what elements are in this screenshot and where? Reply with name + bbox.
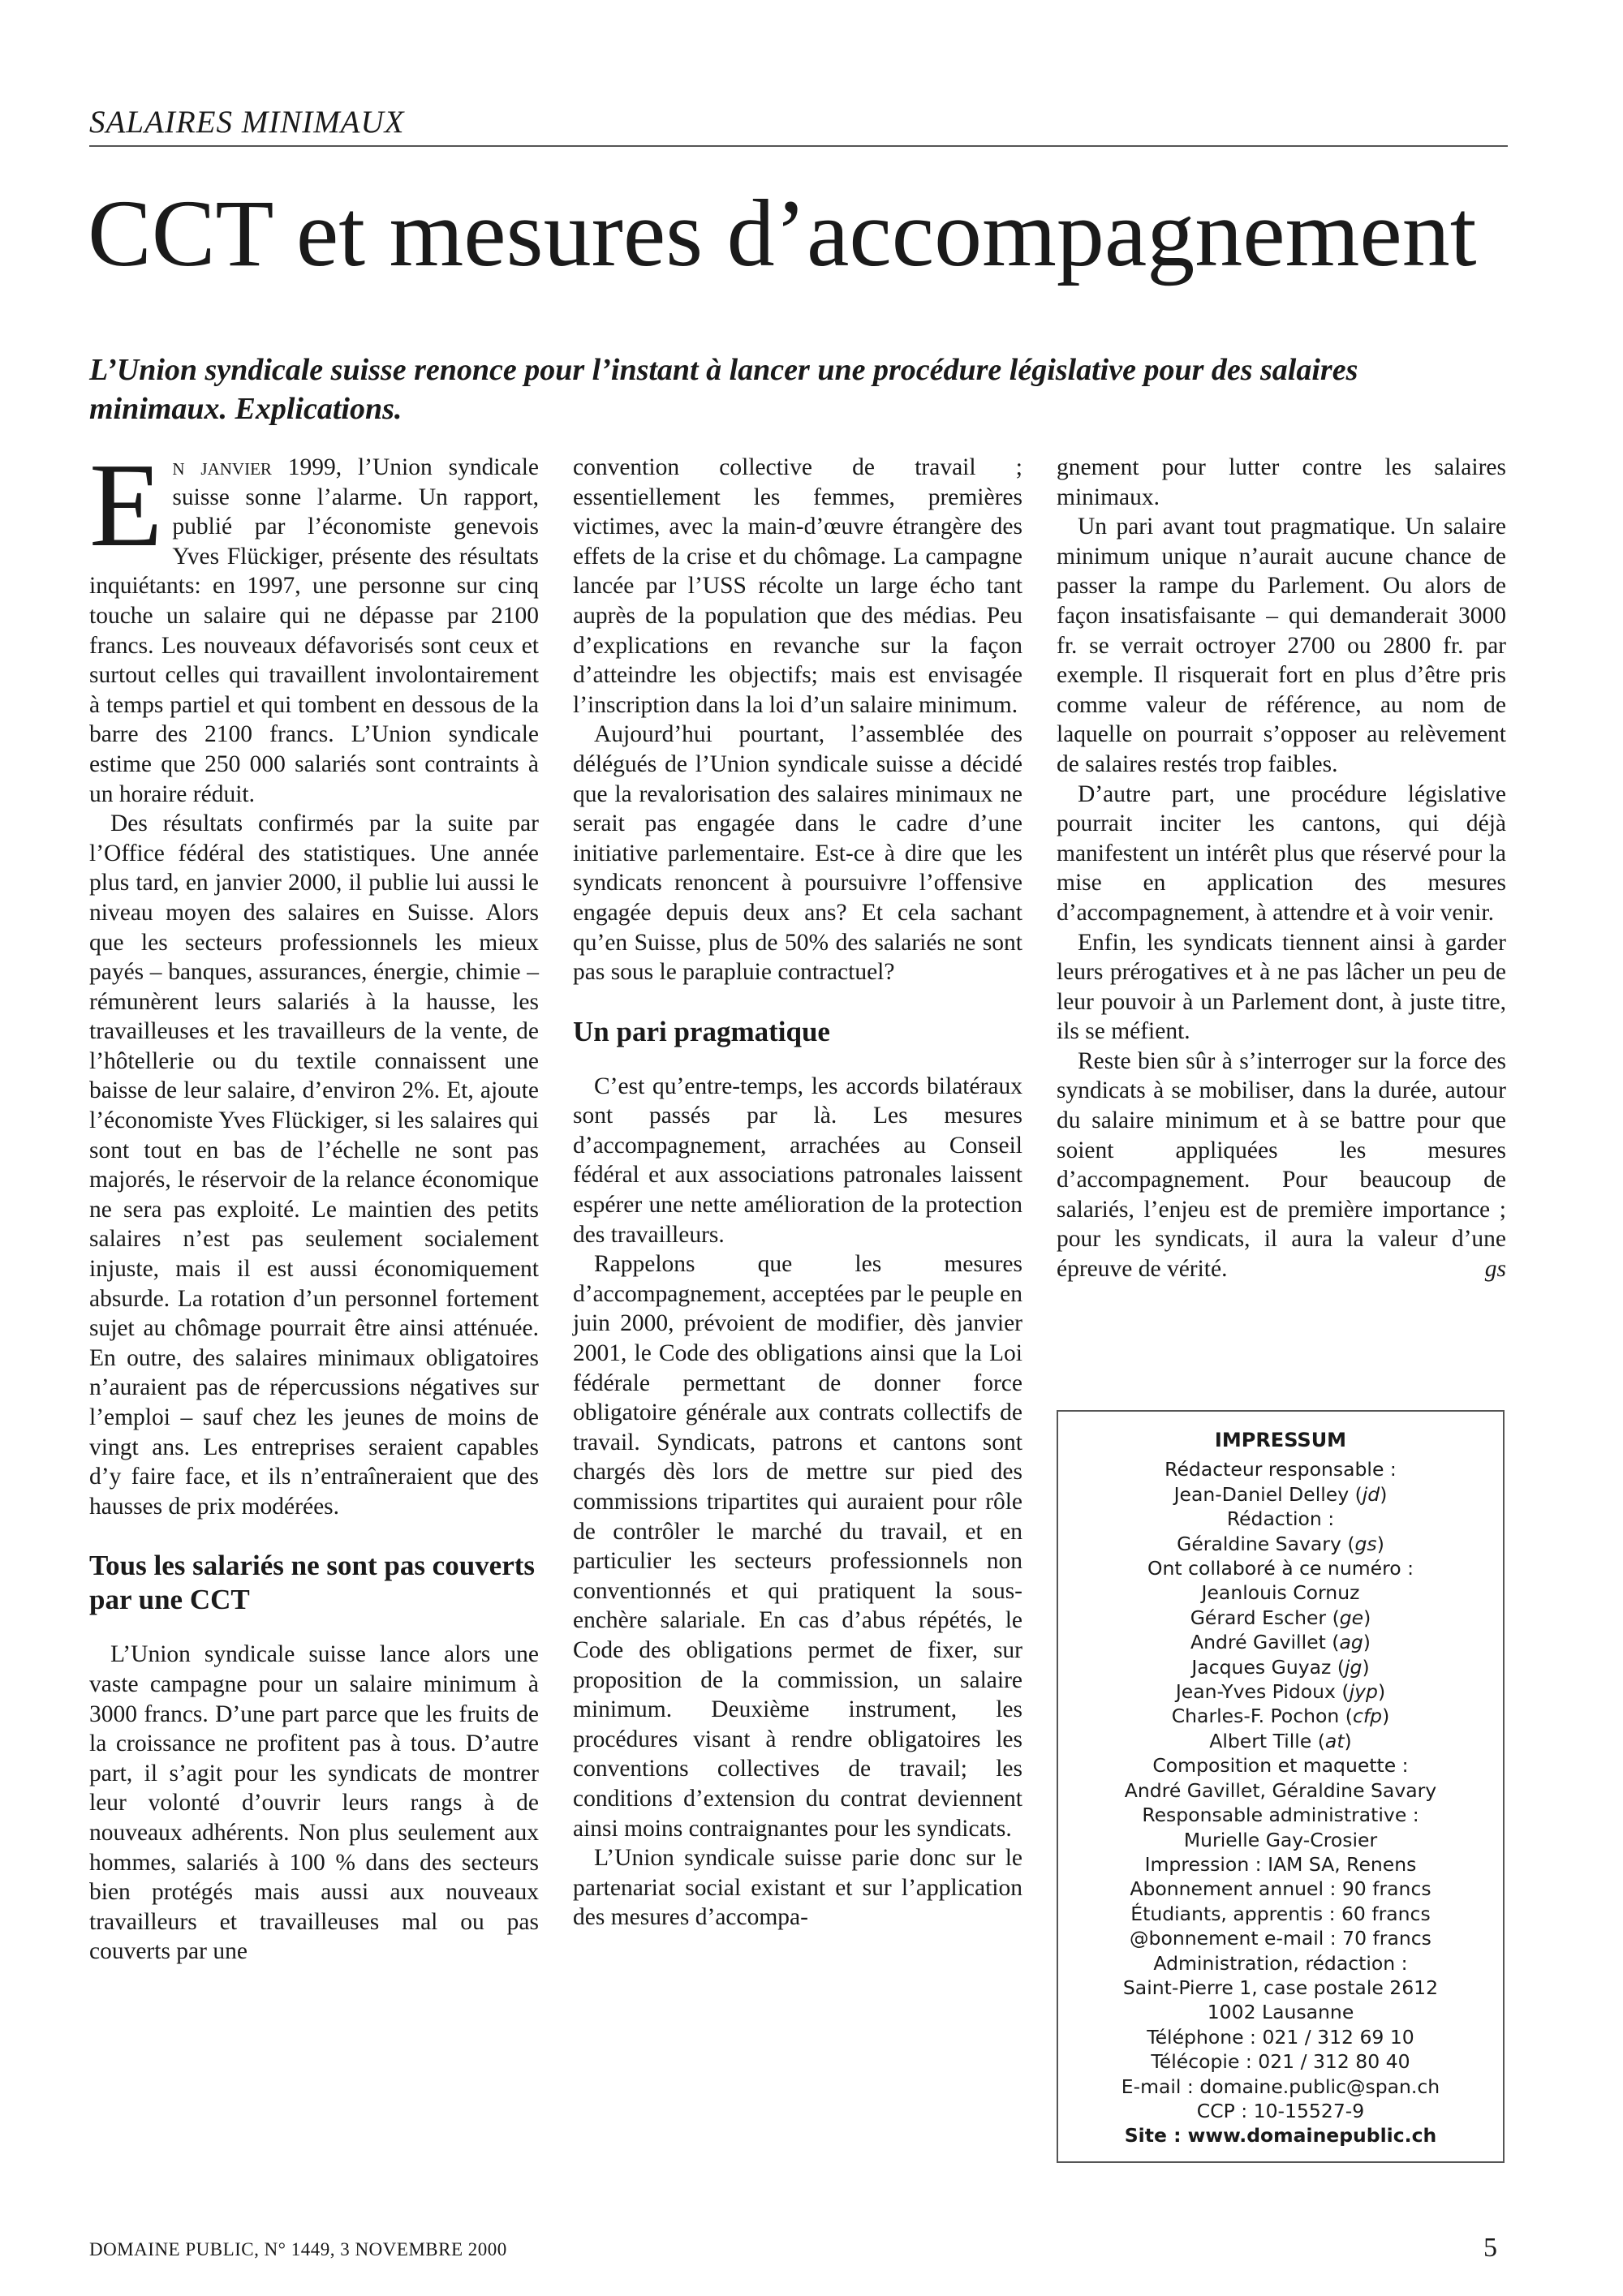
subheading: Tous les salariés ne sont pas couverts par une CCT: [89, 1550, 536, 1616]
impressum-line: Gérard Escher (ge): [1190, 1606, 1371, 1629]
impressum-line: Rédacteur responsable :: [1165, 1458, 1397, 1481]
impressum-line: André Gavillet (ag): [1190, 1631, 1371, 1654]
paragraph: [89, 439, 539, 809]
impressum-line: Site : www.domainepublic.ch: [1124, 2124, 1437, 2148]
impressum-line: Géraldine Savary (gs): [1177, 1532, 1384, 1555]
column-3: [1057, 453, 1506, 1284]
impressum-line: Saint-Pierre 1, case postale 2612: [1122, 1976, 1439, 1999]
impressum-lines: [1066, 1457, 1495, 2148]
paragraph: Des résultats confirmés par la suite par l’Office fédéral des statistiques. Une année plus tard, en janvier 2000, il publie lui aussi le niveau moyen des salaires en Suisse. Alors que les secteurs professionnels les mieux payés – banques, assurances, énergie, chimie – rémunèrent leurs salariés à la hausse, les travailleuses et les travailleurs de la vente, de l’hôtellerie ou du textile connaissent une baisse de leur salaire, d’environ 2%. Et, ajoute l’économiste Yves Flückiger, si les salaires qui sont tout en bas de l’échelle ne sont pas majorés, le réservoir de la relance économique ne sera pas exploité. Le maintien des petits salaires n’est pas seulement socialement injuste, mais il est aussi économiquement absurde. La rotation d’un personnel fortement sujet au chômage pourrait être ainsi atténuée. En outre, des salaires minimaux obligatoires n’auraient pas de répercussions négatives sur l’emploi – sauf chez les jeunes de moins de vingt ans. Les entreprises seraient capables d’y faire face, et ils n’entraîneraient que des hausses de prix modérées.: [89, 810, 539, 1520]
paragraph: convention collective de travail ; essentiellement les femmes, premières victimes, avec la main-d’œuvre étrangère des effets de la crise et du chômage. La campagne lancée par l’USS récolte un large écho tant auprès de la population que des médias. Peu d’explications en revanche sur la façon d’atteindre les objectifs; mais est envisagée l’inscription dans la loi d’un salaire minimum.: [573, 454, 1022, 718]
impressum-line: Étudiants, apprentis : 60 francs: [1130, 1902, 1431, 1925]
subheading: Un pari pragmatique: [573, 1015, 830, 1047]
impressum-line: Responsable administrative :: [1142, 1804, 1419, 1827]
paragraph-text: 1999, l’Union syndicale suisse sonne l’alarme. Un rapport, publié par l’économiste genevois Yves Flückiger, présente des résultats inquiétants: en 1997, une personne sur cinq touche un salaire qui ne dépasse par 2100 francs. Les nouveaux défavorisés sont ceux et surtout celles qui travaillent involontairement à temps partiel et qui tombent en dessous de la barre des 2100 francs. L’Union syndicale estime que 250 000 salariés sont contraints à un horaire réduit.: [89, 454, 539, 807]
article-lead: L’Union syndicale suisse renonce pour l’instant à lancer une procédure législative pour des salaires minimaux. Explications.: [89, 353, 1358, 426]
impressum-line: Composition et maquette :: [1152, 1754, 1409, 1778]
column-2: [573, 453, 1022, 1933]
drop-cap: E: [89, 439, 163, 572]
impressum-line: Albert Tille (at): [1209, 1729, 1352, 1752]
section-rubric: SALAIRES MINIMAUX: [89, 105, 405, 140]
author-signature: gs: [1484, 1256, 1506, 1283]
impressum-line: Téléphone : 021 / 312 69 10: [1147, 2025, 1414, 2049]
paragraph: Aujourd’hui pourtant, l’assemblée des délégués de l’Union syndicale suisse a décidé que la revalorisation des salaires minimaux ne serait pas engagée dans le cadre d’une initiative parlementaire. Est-ce à dire que les syndicats renoncent à poursuivre l’offensive engagée depuis deux ans? Et cela sachant qu’en Suisse, plus de 50% des salariés ne sont pas sous le parapluie contractuel?: [573, 721, 1022, 986]
paragraph: Enfin, les syndicats tiennent ainsi à garder leurs prérogatives et à ne pas lâcher un peu de leur pouvoir à un Parlement dont, à juste titre, ils se méfient.: [1057, 929, 1506, 1045]
paragraph-text: Reste bien sûr à s’interroger sur la force des syndicats à se mobiliser, dans la durée, autour du salaire minimum et à se battre pour que soient appliquées les mesures d’accompagnement. Pour beaucoup de salariés, l’enjeu est de première importance ; pour les syndicats, il aura la valeur d’une épreuve de vérité.: [1057, 1047, 1506, 1283]
impressum-line: E-mail : domaine.public@span.ch: [1121, 2075, 1440, 2098]
opening-smallcaps: n janvier: [172, 454, 272, 480]
impressum-line: Impression : IAM SA, Renens: [1144, 1852, 1417, 1876]
impressum-line: Télécopie : 021 / 312 80 40: [1151, 2050, 1410, 2074]
page-number: 5: [1483, 2233, 1497, 2263]
article-headline: CCT et mesures d’accompagnement: [88, 180, 1477, 286]
impressum-line: André Gavillet, Géraldine Savary: [1124, 1778, 1437, 1802]
header-rule: [89, 145, 1508, 147]
impressum-line: CCP : 10-15527-9: [1196, 2099, 1365, 2122]
paragraph: L’Union syndicale suisse lance alors une vaste campagne pour un salaire minimum à 3000 francs. D’une part parce que les fruits de la croissance ne profitent pas à tous. D’autre part, il s’agit pour les syndicats de montrer leur volonté d’ouvrir leurs rangs à de nouveaux adhérents. Non plus seulement aux hommes, salariés à 100 % dans des secteurs bien protégés mais aussi aux nouveaux travailleurs et travailleuses mal ou pas couverts par une: [89, 1641, 539, 1965]
paragraph: Rappelons que les mesures d’accompagnement, acceptées par le peuple en juin 2000, prévoient de modifier, dès janvier 2001, le Code des obligations ainsi que la Loi fédérale permettant de donner force obligatoire générale aux contrats collectifs de travail. Syndicats, patrons et cantons sont chargés dès lors de mettre sur pied des commissions tripartites qui auraient pour rôle de contrôler le marché du travail, et en particulier les secteurs professionnels non conventionnés et qui pratiquent la sous-enchère salariale. En cas d’abus répétés, le Code des obligations permet de fixer, sur proposition de la commission, un salaire minimum. Deuxième instrument, les procédures visant à rendre obligatoires les conventions collectives de travail; les conditions d’extension du contrat deviennent ainsi moins contraignantes pour les syndicats.: [573, 1251, 1022, 1842]
impressum-line: Jean-Yves Pidoux (jyp): [1175, 1680, 1386, 1704]
impressum-line: Jean-Daniel Delley (jd): [1173, 1482, 1388, 1506]
paragraph: gnement pour lutter contre les salaires minimaux.: [1057, 454, 1506, 510]
impressum-box: [1057, 1410, 1505, 2163]
paragraph: Un pari avant tout pragmatique. Un salaire minimum unique n’aurait aucune chance de passer la rampe du Parlement. Ou alors de façon insatisfaisante – qui demanderait 3000 fr. se verrait octroyer 2700 ou 2800 fr. par exemple. Il risquerait fort en plus d’être pris comme valeur de référence, au nom de laquelle on pourrait s’opposer au relèvement de salaires restés trop faibles.: [1057, 514, 1506, 777]
paragraph: D’autre part, une procédure législative pourrait inciter les cantons, qui déjà manifestent un intérêt plus que réservé pour la mise en application des mesures d’accompagnement, à attendre et à voir venir.: [1057, 780, 1506, 926]
paragraph: [1057, 1047, 1506, 1284]
impressum-line: Administration, rédaction :: [1153, 1951, 1408, 1975]
impressum-line: Ont collaboré à ce numéro :: [1147, 1557, 1414, 1580]
impressum-line: Murielle Gay-Crosier: [1183, 1828, 1378, 1851]
impressum-line: Charles-F. Pochon (cfp): [1171, 1705, 1390, 1728]
column-1: [89, 439, 539, 1967]
impressum-line: Abonnement annuel : 90 francs: [1130, 1877, 1431, 1901]
impressum-line: Rédaction :: [1226, 1507, 1335, 1531]
paragraph: C’est qu’entre-temps, les accords bilatéraux sont passés par là. Les mesures d’accompagnement, arrachées au Conseil fédéral et aux associations patronales laissent espérer une nette amélioration de la protection des travailleurs.: [573, 1073, 1022, 1248]
page-footer: DOMAINE PUBLIC, N° 1449, 3 NOVEMBRE 2000: [89, 2239, 507, 2259]
impressum-line: 1002 Lausanne: [1207, 2001, 1354, 2024]
paragraph: L’Union syndicale suisse parie donc sur le partenariat social existant et sur l’application des mesures d’accompa-: [573, 1845, 1022, 1931]
impressum-title: IMPRESSUM: [1214, 1429, 1347, 1451]
impressum-line: Jeanlouis Cornuz: [1201, 1581, 1360, 1605]
impressum-line: @bonnement e-mail : 70 francs: [1130, 1927, 1431, 1950]
impressum-line: Jacques Guyaz (jg): [1191, 1655, 1370, 1679]
